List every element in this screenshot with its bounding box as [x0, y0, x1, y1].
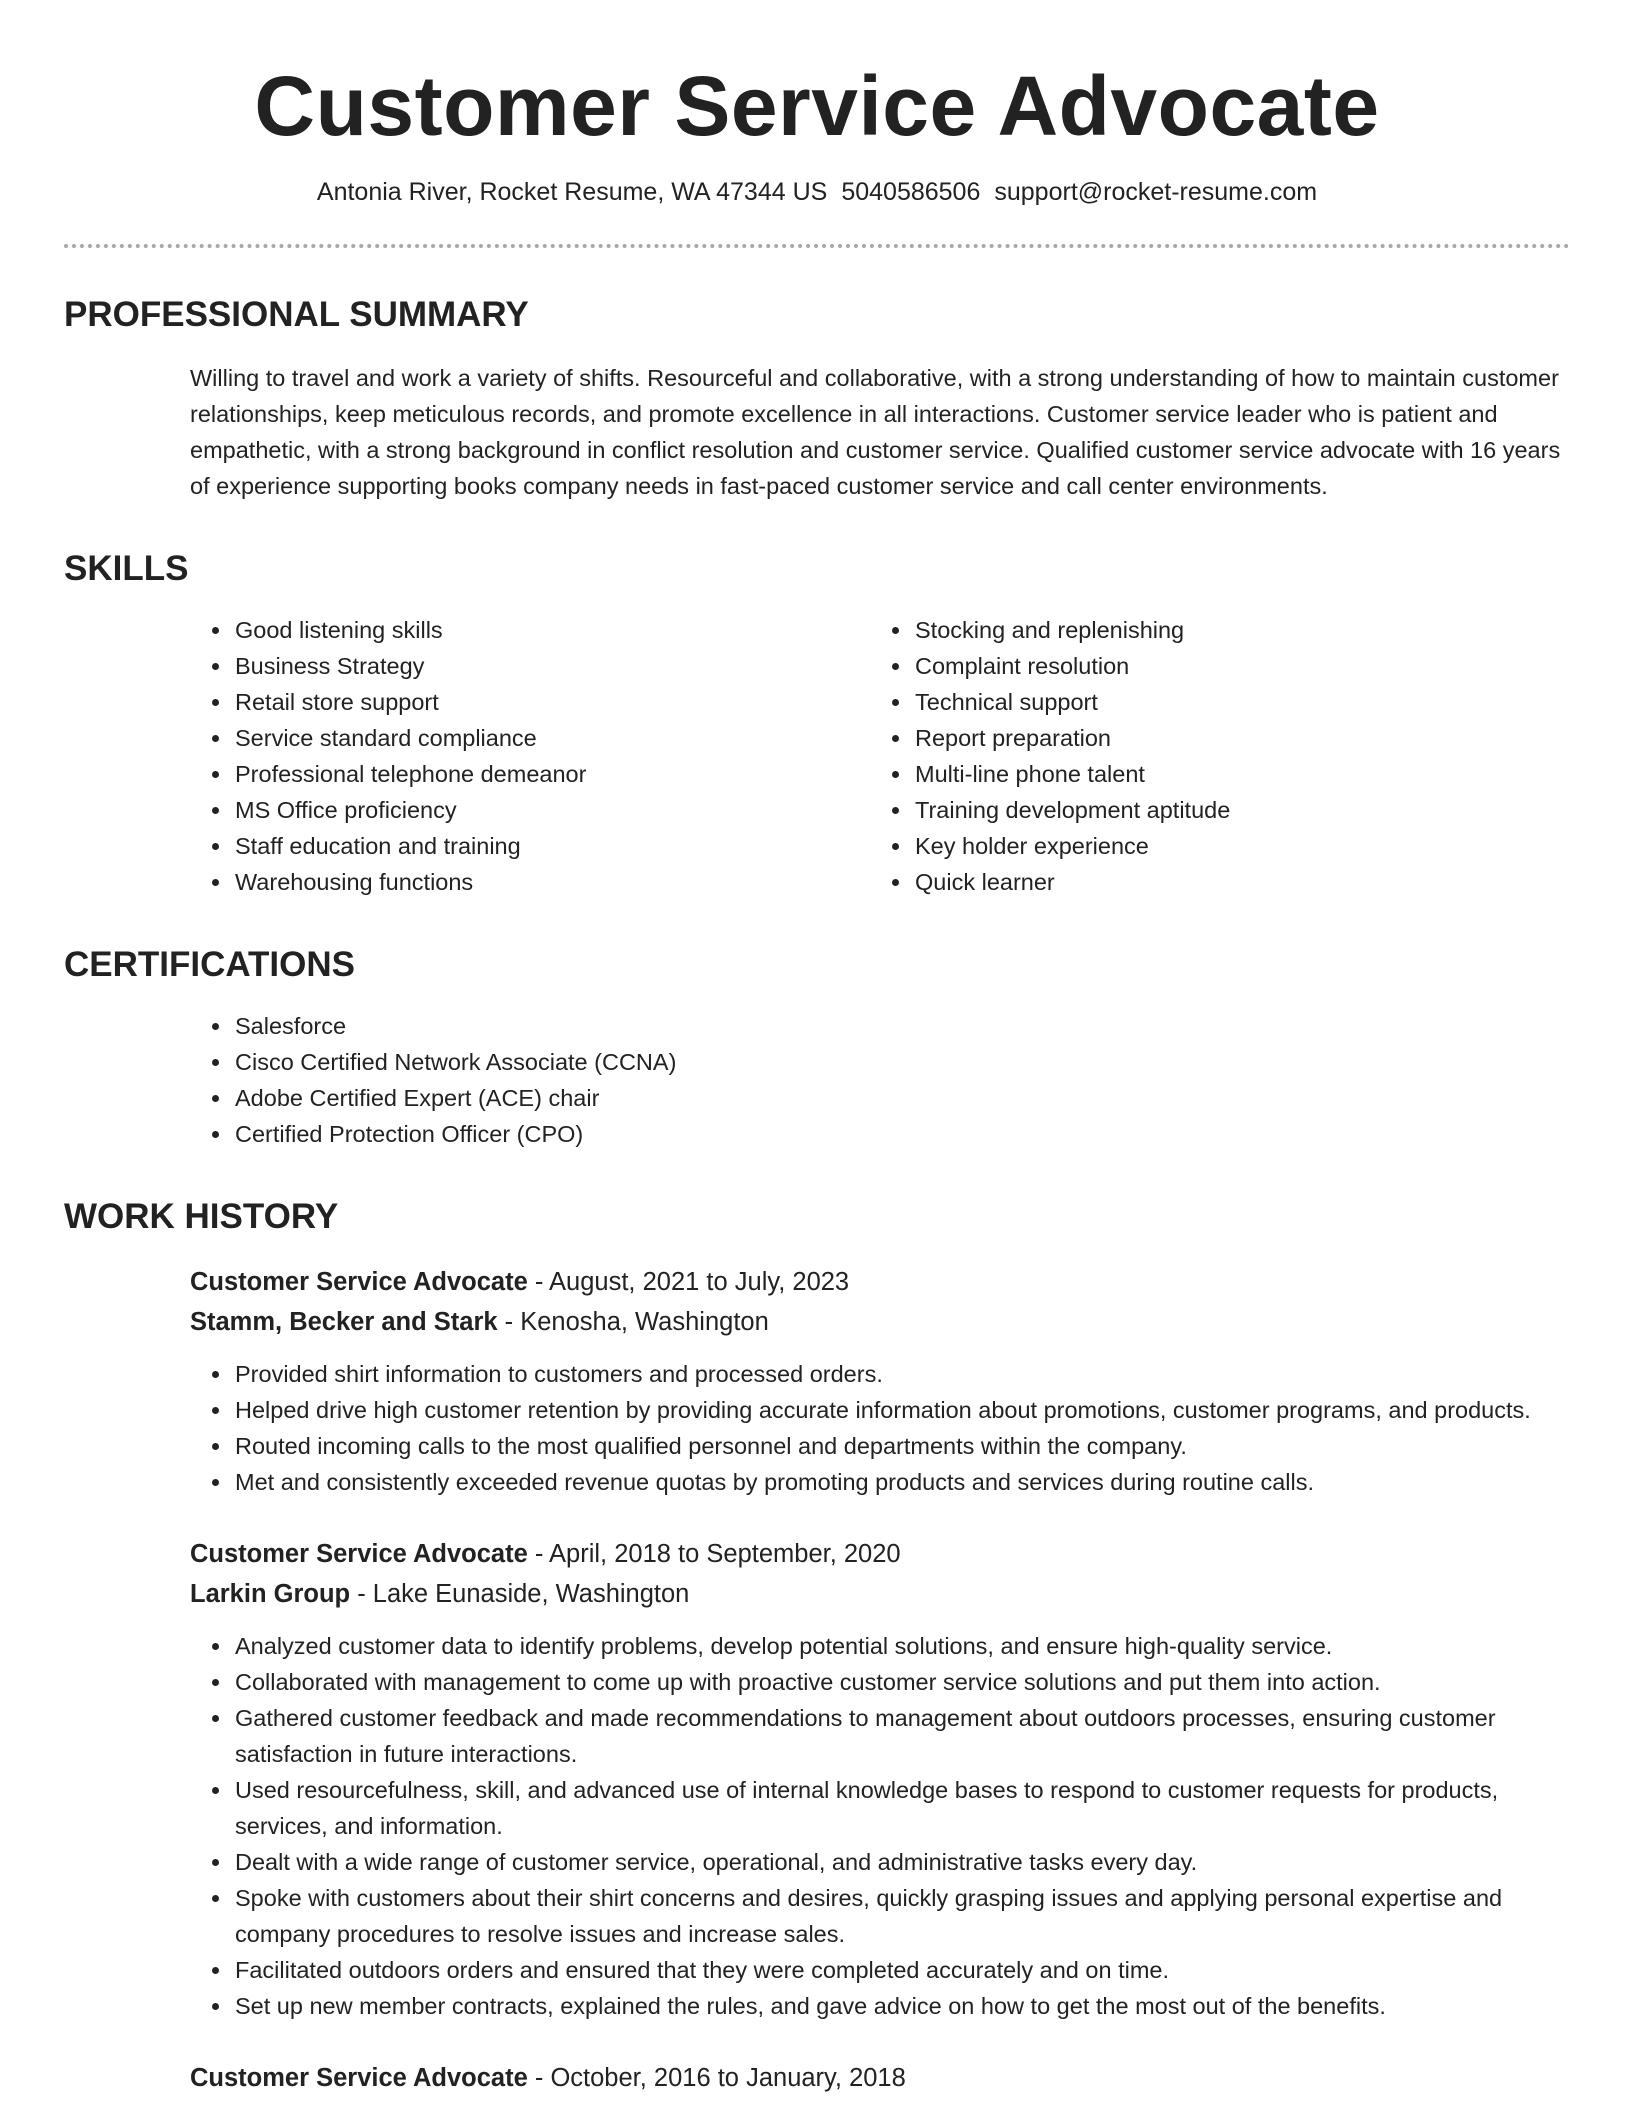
job-duties-list [190, 1356, 1573, 1500]
skill-item: • Stocking and replenishing [913, 612, 1533, 648]
skills-list-left [64, 612, 743, 900]
certification-item: • Certified Protection Officer (CPO) [233, 1116, 1570, 1152]
skill-item: • Professional telephone demeanor [233, 756, 743, 792]
contact-email: support@rocket-resume.com [994, 178, 1318, 206]
job-duties-list [190, 1628, 1573, 2024]
resume-name-heading: Customer Service Advocate [254, 59, 1380, 153]
job-company-line [190, 1574, 1570, 1614]
job-company: Stamm, Becker and Stark [190, 1308, 498, 1336]
job-duty-item: • Helped drive high customer retention by providing accurate information about promotions, customer programs, and products. [233, 1392, 1573, 1428]
skill-item: • Key holder experience [913, 828, 1533, 864]
skill-item: • Complaint resolution [913, 648, 1533, 684]
job-duty-item: • Dealt with a wide range of customer service, operational, and administrative tasks every day. [233, 1844, 1573, 1880]
job-role-line [190, 2058, 1570, 2098]
job-duty-item: • Collaborated with management to come up with proactive customer service solutions and put them into action. [233, 1664, 1573, 1700]
job-company-line [190, 1302, 1570, 1342]
job-location: - Lake Eunaside, Washington [350, 1580, 690, 1608]
certification-item: • Adobe Certified Expert (ACE) chair [233, 1080, 1570, 1116]
job-duty-item: • Used resourcefulness, skill, and advanced use of internal knowledge bases to respond to customer requests for products, services, and information. [233, 1772, 1573, 1844]
work-history-section [64, 1196, 1570, 2098]
contact-line [64, 176, 1570, 208]
work-history-title: WORK HISTORY [64, 1197, 339, 1236]
job-role: Customer Service Advocate [190, 1268, 528, 1296]
skills-title: SKILLS [64, 549, 189, 588]
skill-item: • Warehousing functions [233, 864, 743, 900]
skill-item: • MS Office proficiency [233, 792, 743, 828]
skills-section [64, 548, 1570, 900]
contact-phone: 5040586506 [841, 178, 981, 206]
skill-item: • Technical support [913, 684, 1533, 720]
job-entry [190, 1534, 1570, 2024]
job-duty-item: • Facilitated outdoors orders and ensured that they were completed accurately and on time. [233, 1952, 1573, 1988]
certifications-section [64, 944, 1570, 1152]
job-location: - Kenosha, Washington [497, 1308, 769, 1336]
skill-item: • Service standard compliance [233, 720, 743, 756]
job-role: Customer Service Advocate [190, 2064, 528, 2092]
skill-item: • Staff education and training [233, 828, 743, 864]
job-role-line [190, 1534, 1570, 1574]
skill-item: • Retail store support [233, 684, 743, 720]
job-duty-item: • Set up new member contracts, explained the rules, and gave advice on how to get the most out of the benefits. [233, 1988, 1573, 2024]
summary-title: PROFESSIONAL SUMMARY [64, 295, 529, 334]
certification-item: • Cisco Certified Network Associate (CCNA) [233, 1044, 1570, 1080]
skill-item: • Training development aptitude [913, 792, 1533, 828]
job-dates: - April, 2018 to September, 2020 [527, 1540, 901, 1568]
job-role-line [190, 1262, 1570, 1302]
skill-item: • Business Strategy [233, 648, 743, 684]
job-duty-item: • Spoke with customers about their shirt concerns and desires, quickly grasping issues and applying personal expertise and company procedures to resolve issues and increase sales. [233, 1880, 1573, 1952]
job-dates: - October, 2016 to January, 2018 [527, 2064, 906, 2092]
job-duty-item: • Provided shirt information to customers and processed orders. [233, 1356, 1573, 1392]
summary-text: Willing to travel and work a variety of shifts. Resourceful and collaborative, with a strong understanding of how to maintain customer relationships, keep meticulous records, and promote excellence in all interactions. Customer service leader who is patient and empathetic, with a strong background in conflict resolution and customer service. Qualified customer service advocate with 16 years of experience supporting books company needs in fast-paced customer service and call center environments. [190, 365, 1561, 499]
job-dates: - August, 2021 to July, 2023 [527, 1268, 850, 1296]
skill-item: • Quick learner [913, 864, 1533, 900]
contact-address: Antonia River, Rocket Resume, WA 47344 US [316, 178, 828, 206]
skill-item: • Good listening skills [233, 612, 743, 648]
skills-list-right [743, 612, 1533, 900]
header-divider [64, 244, 1570, 248]
job-role: Customer Service Advocate [190, 1540, 528, 1568]
skill-item: • Multi-line phone talent [913, 756, 1533, 792]
job-duty-item: • Gathered customer feedback and made recommendations to management about outdoors processes, ensuring customer satisfaction in future interactions. [233, 1700, 1573, 1772]
summary-section [64, 294, 1570, 504]
resume-page [64, 0, 1570, 2098]
certification-item: • Salesforce [233, 1008, 1570, 1044]
certifications-title: CERTIFICATIONS [64, 945, 356, 984]
job-entry [190, 2058, 1570, 2098]
job-duty-item: • Met and consistently exceeded revenue quotas by promoting products and services during routine calls. [233, 1464, 1573, 1500]
job-duty-item: • Analyzed customer data to identify problems, develop potential solutions, and ensure high-quality service. [233, 1628, 1573, 1664]
job-company: Larkin Group [190, 1580, 351, 1608]
job-duty-item: • Routed incoming calls to the most qualified personnel and departments within the company. [233, 1428, 1573, 1464]
certifications-list [64, 1008, 1570, 1152]
job-entry [190, 1262, 1570, 1500]
skill-item: • Report preparation [913, 720, 1533, 756]
skills-columns [64, 612, 1570, 900]
